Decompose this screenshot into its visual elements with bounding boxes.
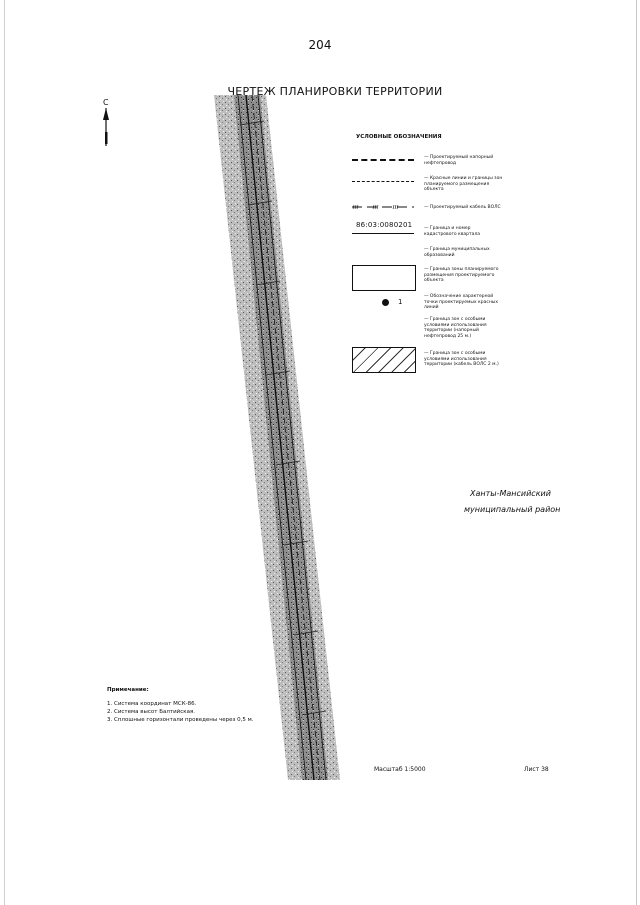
cadastral-number: 86:03:0080201: [356, 221, 413, 229]
legend-item-municipal: — Граница муниципальных образований: [424, 247, 490, 258]
thin-dashed-line-symbol: [352, 181, 414, 182]
point-number: 1: [398, 298, 403, 306]
legend-item-pipeline-zone: — Граница зон с особыми условиями использования территории (напорный нефтепровод 25 м.): [424, 317, 487, 339]
legend-item-point: 1 — Обозначение характерной точки проектируемых красных линий: [352, 294, 522, 312]
map-canvas: [200, 95, 360, 780]
legend-item-cable: — Проектируемый кабель ВОЛС: [352, 204, 522, 214]
rectangle-symbol: [352, 265, 416, 291]
legend-item-cable-zone: — Граница зон с особыми условиями использования территории (кабель ВОЛС 2 м.): [352, 347, 522, 373]
page-title: ЧЕРТЕЖ ПЛАНИРОВКИ ТЕРРИТОРИИ: [227, 85, 443, 98]
note-item: 2. Система высот Балтийская.: [107, 709, 195, 715]
page-number: 204: [308, 38, 332, 52]
hatched-rectangle-symbol: [352, 347, 416, 373]
legend-title: УСЛОВНЫЕ ОБОЗНАЧЕНИЯ: [356, 134, 442, 140]
legend-item-zone-boundary: — Граница зоны планируемого размещения проектируемого объекта: [352, 265, 522, 291]
north-label: С: [103, 98, 109, 107]
sheet-label: Лист 38: [524, 766, 549, 773]
region-label-line2: муниципальный район: [464, 505, 561, 514]
north-arrow: [100, 98, 114, 148]
dot-icon: [382, 299, 389, 306]
notes-block: [107, 686, 254, 724]
legend-item-cadastral: 86:03:0080201 — Граница и номер кадастрового квартала: [352, 220, 522, 242]
thick-dashed-line-symbol: [352, 159, 414, 161]
region-label-line1: Ханты-Мансийский: [470, 489, 551, 498]
cable-line-symbol: [352, 204, 414, 212]
point-symbol: [352, 294, 414, 310]
notes-title: Примечание:: [107, 687, 149, 693]
note-item: 1. Система координат МСК-86.: [107, 701, 197, 707]
note-item: 3. Сплошные горизонтали проведены через 0,5 м.: [107, 717, 254, 723]
page-edge-left: [4, 0, 5, 905]
legend-item-red-lines: — Красные линии и границы зон планируемого размещения объекта: [352, 176, 522, 194]
cadastral-boundary-symbol: [352, 220, 414, 240]
scale-label: Масштаб 1:5000: [374, 766, 426, 773]
legend-item-pipeline: — Проектируемый напорный нефтепровод: [352, 155, 522, 169]
page-edge-right: [636, 0, 637, 905]
